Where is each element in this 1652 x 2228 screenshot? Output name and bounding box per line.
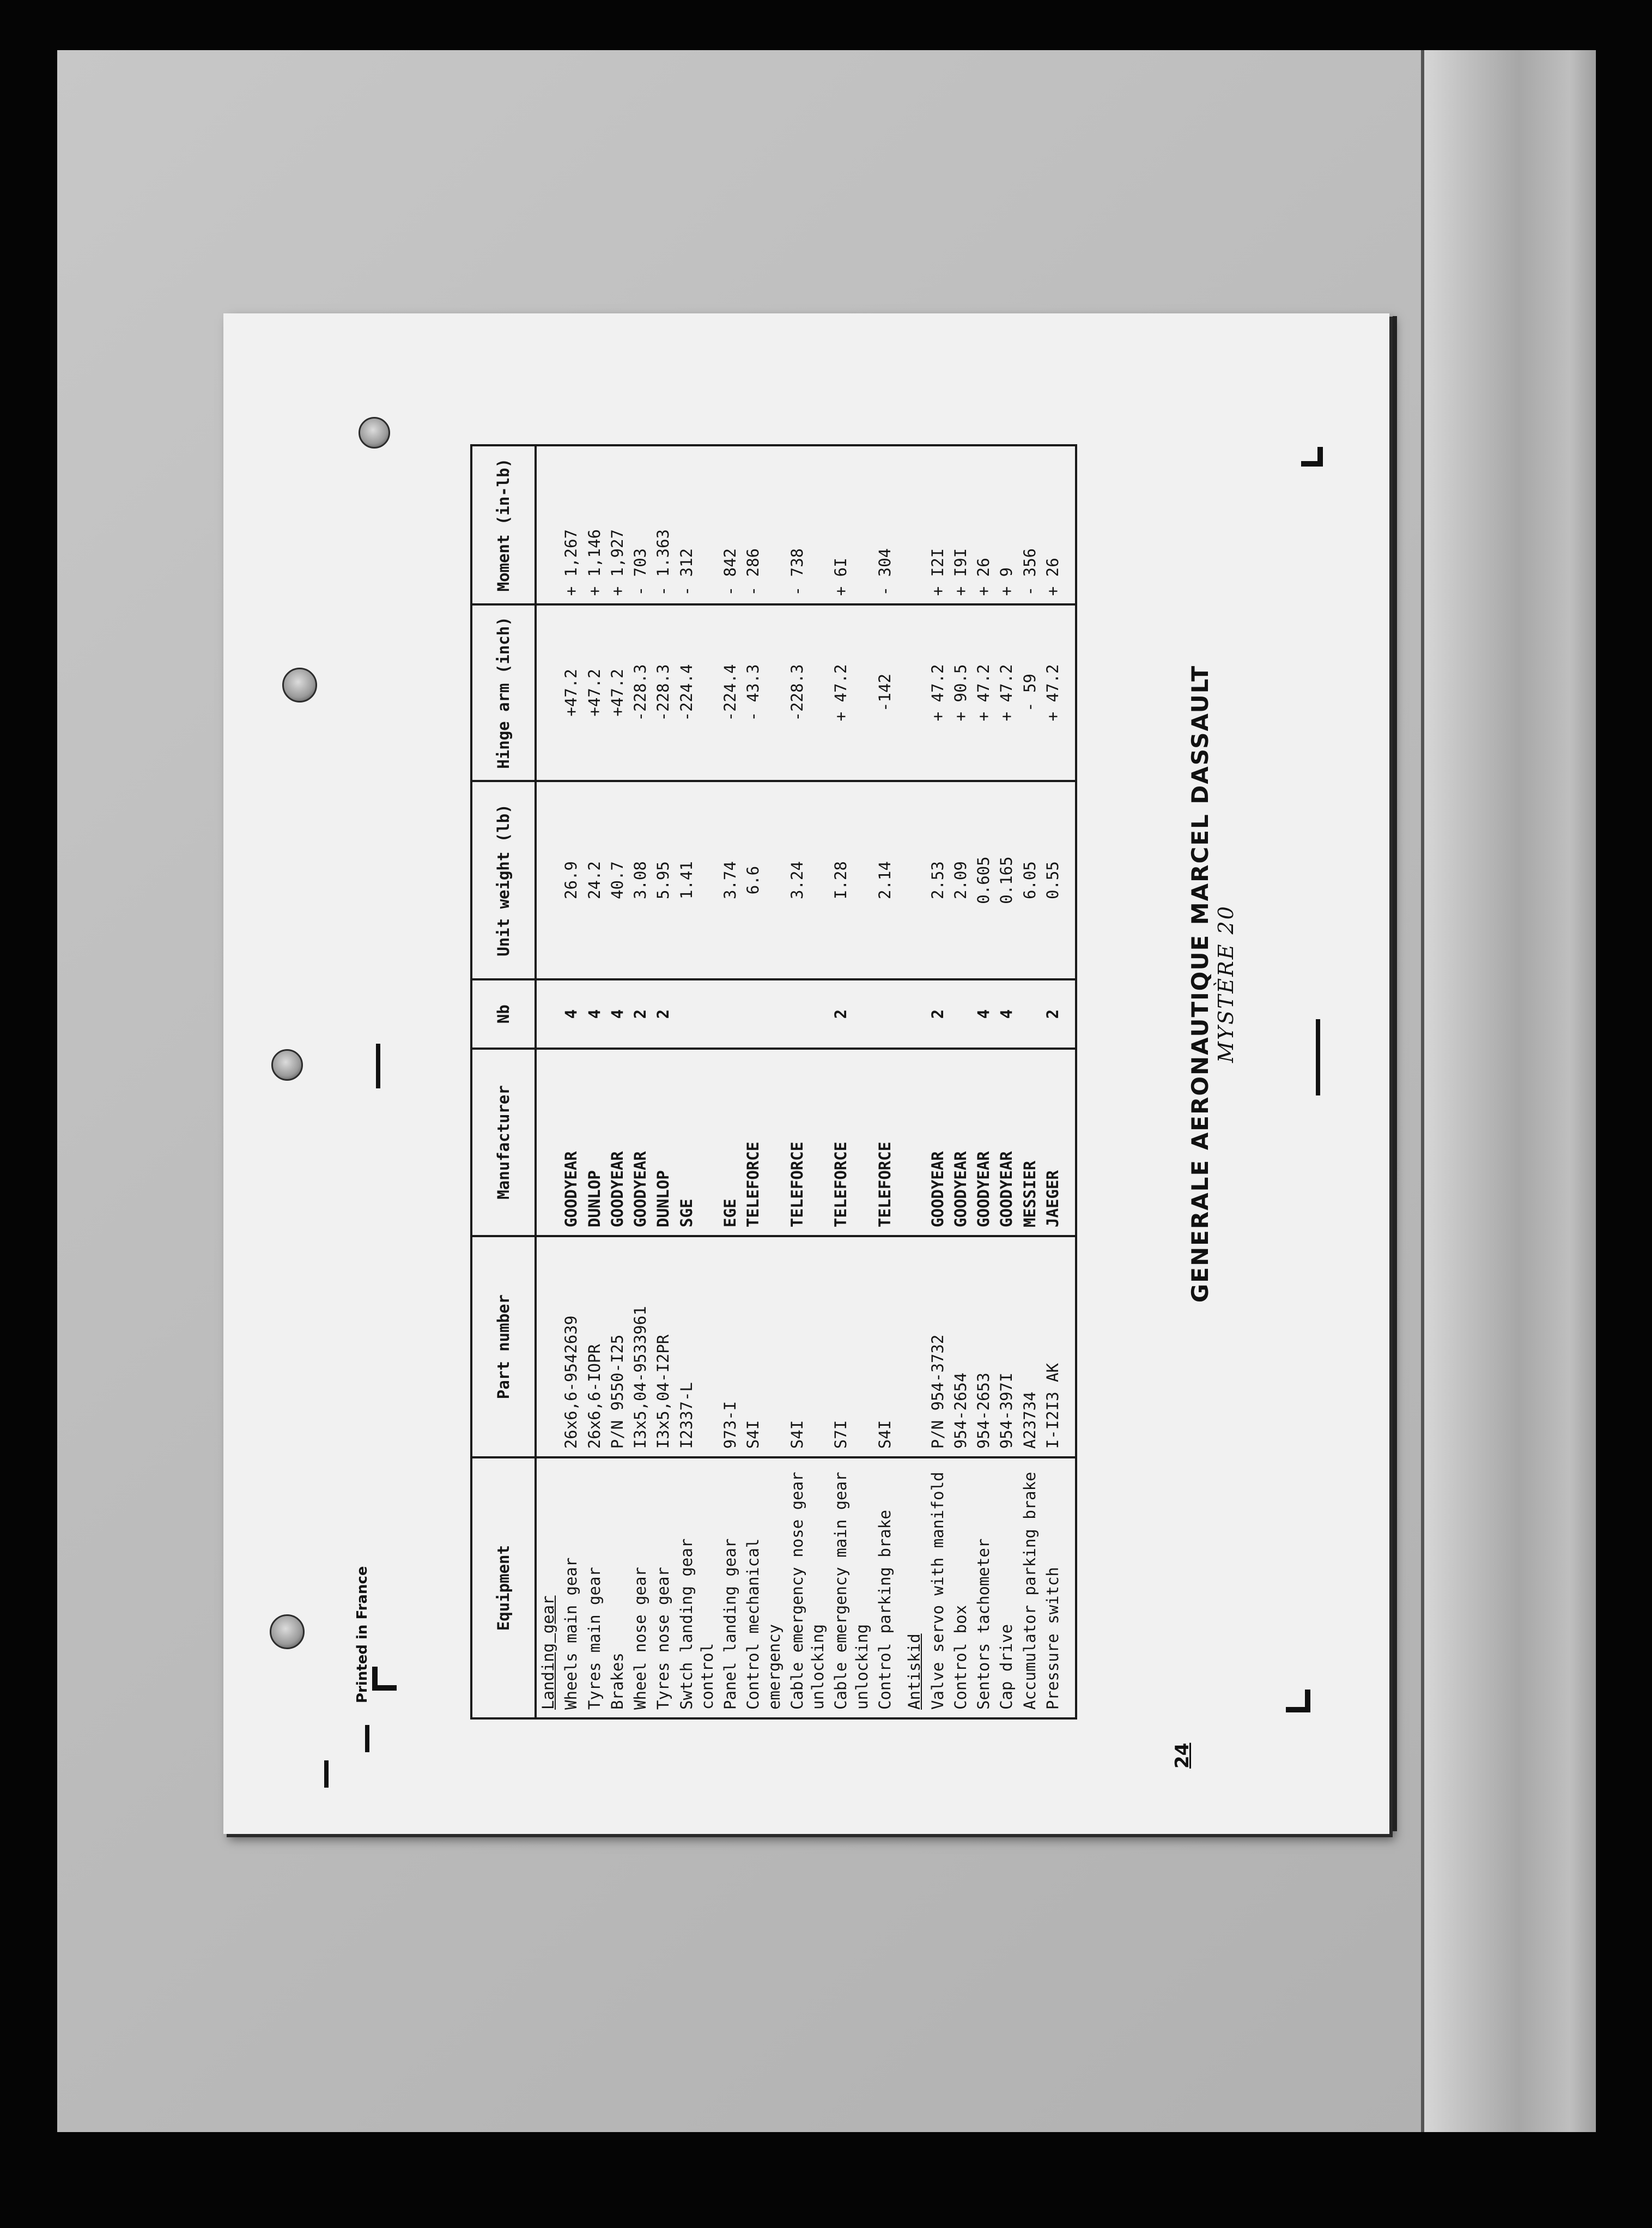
empty-cell: [536, 979, 560, 1048]
cell-nb: 4: [972, 979, 995, 1048]
table-row: [606, 445, 629, 1718]
cell-part-number: P/N 954-3732: [926, 1236, 949, 1457]
cell-moment: - 356: [1018, 445, 1041, 604]
table-row: [1018, 445, 1041, 1718]
table-row: [719, 445, 742, 1718]
empty-cell: [536, 604, 560, 780]
cell-manufacturer: GOODYEAR: [606, 1049, 629, 1236]
cell-part-number: I3x5,04-I2PR: [652, 1236, 675, 1457]
cell-unit-weight: 0.605: [972, 781, 995, 980]
spacer-cell: [896, 979, 903, 1048]
cell-nb: 4: [995, 979, 1018, 1048]
section-title-row: [536, 445, 560, 1718]
cell-unit-weight: 2.14: [873, 781, 896, 980]
empty-cell: [903, 781, 926, 980]
cell-part-number: 954-2653: [972, 1236, 995, 1457]
spacer-cell: [896, 604, 903, 780]
cell-nb: [1018, 979, 1041, 1048]
cell-equipment: Valve servo with manifold: [926, 1457, 949, 1718]
cell-hinge-arm: - 59: [1018, 604, 1041, 780]
cell-nb: [742, 979, 786, 1048]
col-header-nb: Nb: [471, 979, 536, 1048]
cell-part-number: P/N 9550-I25: [606, 1236, 629, 1457]
section-spacer: [896, 445, 903, 1718]
cell-equipment: Tyres nose gear: [652, 1457, 675, 1718]
cell-hinge-arm: +47.2: [606, 604, 629, 780]
table-row: [995, 445, 1018, 1718]
table-row: [560, 445, 582, 1718]
cell-hinge-arm: -224.4: [719, 604, 742, 780]
cell-equipment: Accumulator parking brake: [1018, 1457, 1041, 1718]
cell-unit-weight: 1.41: [675, 781, 719, 980]
cell-moment: + 1,267: [560, 445, 582, 604]
empty-cell: [903, 1049, 926, 1236]
cell-moment: - 703: [629, 445, 652, 604]
cell-part-number: 954-2654: [949, 1236, 972, 1457]
empty-cell: [536, 781, 560, 980]
cell-nb: 2: [629, 979, 652, 1048]
cell-part-number: I-I2I3 AK: [1041, 1236, 1076, 1457]
sheet-edge-shadow: [1393, 316, 1397, 1831]
table-row: [1041, 445, 1076, 1718]
cell-equipment: Wheel nose gear: [629, 1457, 652, 1718]
cell-hinge-arm: + 47.2: [829, 604, 873, 780]
section-title-row: [903, 445, 926, 1718]
empty-cell: [903, 979, 926, 1048]
cell-moment: + 1,927: [606, 445, 629, 604]
rotated-page-content: [343, 275, 1270, 1769]
table-row: [652, 445, 675, 1718]
cell-part-number: S4I: [873, 1236, 896, 1457]
col-header-manufacturer: Manufacturer: [471, 1049, 536, 1236]
table-row: [786, 445, 830, 1718]
cell-hinge-arm: -228.3: [629, 604, 652, 780]
table-body: [536, 445, 1076, 1718]
cell-nb: 2: [829, 979, 873, 1048]
cell-unit-weight: 24.2: [583, 781, 606, 980]
cell-unit-weight: 40.7: [606, 781, 629, 980]
cell-manufacturer: DUNLOP: [583, 1049, 606, 1236]
cell-manufacturer: EGE: [719, 1049, 742, 1236]
cell-nb: 4: [606, 979, 629, 1048]
cell-nb: 4: [583, 979, 606, 1048]
spacer-cell: [896, 1457, 903, 1718]
cell-unit-weight: 2.09: [949, 781, 972, 980]
cell-manufacturer: MESSIER: [1018, 1049, 1041, 1236]
cell-moment: + 9: [995, 445, 1018, 604]
cell-moment: - 304: [873, 445, 896, 604]
col-header-hinge-arm: Hinge arm (inch): [471, 604, 536, 780]
cell-part-number: 26x6,6-9542639: [560, 1236, 582, 1457]
cell-unit-weight: 6.6: [742, 781, 786, 980]
cell-hinge-arm: +47.2: [560, 604, 582, 780]
spacer-cell: [896, 781, 903, 980]
cell-part-number: S4I: [786, 1236, 830, 1457]
cell-equipment: Panel landing gear: [719, 1457, 742, 1718]
cell-moment: - 738: [786, 445, 830, 604]
cell-nb: [873, 979, 896, 1048]
cell-moment: - 286: [742, 445, 786, 604]
cell-nb: 2: [926, 979, 949, 1048]
cell-part-number: S7I: [829, 1236, 873, 1457]
cell-hinge-arm: -142: [873, 604, 896, 780]
cell-nb: 4: [560, 979, 582, 1048]
company-header: GENERALE AERONAUTIQUE MARCEL DASSAULT: [1187, 664, 1213, 1303]
cell-hinge-arm: - 43.3: [742, 604, 786, 780]
binder-hole-mid: [271, 1049, 303, 1081]
cell-unit-weight: 26.9: [560, 781, 582, 980]
cell-equipment: Cable emergency main gear unlocking: [829, 1457, 873, 1718]
cell-part-number: 26x6,6-IOPR: [583, 1236, 606, 1457]
cell-equipment: Swtch landing gear control: [675, 1457, 719, 1718]
cell-unit-weight: 5.95: [652, 781, 675, 980]
cell-part-number: A23734: [1018, 1236, 1041, 1457]
cell-manufacturer: GOODYEAR: [995, 1049, 1018, 1236]
col-header-unit-weight: Unit weight (lb): [471, 781, 536, 980]
cell-part-number: I2337-L: [675, 1236, 719, 1457]
empty-cell: [903, 445, 926, 604]
cell-part-number: 973-I: [719, 1236, 742, 1457]
cell-manufacturer: SGE: [675, 1049, 719, 1236]
table-row: [629, 445, 652, 1718]
cell-unit-weight: 3.08: [629, 781, 652, 980]
cell-equipment: Control mechanical emergency: [742, 1457, 786, 1718]
page-number: 24: [1171, 1742, 1193, 1769]
cell-hinge-arm: -224.4: [675, 604, 719, 780]
cell-manufacturer: GOODYEAR: [926, 1049, 949, 1236]
model-header: MYSTÈRE 20: [1214, 905, 1238, 1063]
table-row: [829, 445, 873, 1718]
cell-nb: [675, 979, 719, 1048]
cell-nb: 2: [652, 979, 675, 1048]
equipment-table: [470, 444, 1077, 1720]
empty-cell: [903, 1236, 926, 1457]
cell-equipment: Wheels main gear: [560, 1457, 582, 1718]
printed-in-label: Printed in France: [354, 1566, 371, 1703]
table-row: [949, 445, 972, 1718]
spacer-cell: [896, 445, 903, 604]
cell-equipment: Brakes: [606, 1457, 629, 1718]
cell-unit-weight: 2.53: [926, 781, 949, 980]
cell-moment: + I2I: [926, 445, 949, 604]
cell-manufacturer: JAEGER: [1041, 1049, 1076, 1236]
cell-manufacturer: GOODYEAR: [972, 1049, 995, 1236]
table-row: [972, 445, 995, 1718]
cell-manufacturer: TELEFORCE: [873, 1049, 896, 1236]
cell-hinge-arm: + 90.5: [949, 604, 972, 780]
cell-manufacturer: TELEFORCE: [829, 1049, 873, 1236]
table-header-row: [471, 445, 536, 1718]
cell-nb: [786, 979, 830, 1048]
cell-equipment: Sentors tachometer: [972, 1457, 995, 1718]
section-title: Antiskid: [903, 1457, 926, 1718]
fold-mark-right: [1316, 1019, 1320, 1095]
cell-hinge-arm: + 47.2: [972, 604, 995, 780]
table-row: [926, 445, 949, 1718]
empty-cell: [536, 445, 560, 604]
margin-tick-2: [324, 1760, 329, 1788]
cell-moment: + 1,146: [583, 445, 606, 604]
cell-nb: [719, 979, 742, 1048]
cell-nb: [949, 979, 972, 1048]
cell-equipment: Control box: [949, 1457, 972, 1718]
cell-moment: + I9I: [949, 445, 972, 604]
cell-unit-weight: 3.74: [719, 781, 742, 980]
cell-unit-weight: 0.165: [995, 781, 1018, 980]
cell-unit-weight: 0.55: [1041, 781, 1076, 980]
cell-moment: - 1.363: [652, 445, 675, 604]
col-header-moment: Moment (in-lb): [471, 445, 536, 604]
cell-hinge-arm: -228.3: [786, 604, 830, 780]
cell-hinge-arm: -228.3: [652, 604, 675, 780]
cell-moment: + 26: [972, 445, 995, 604]
film-edge-strip: [1421, 50, 1596, 2132]
cell-hinge-arm: + 47.2: [926, 604, 949, 780]
col-header-equipment: Equipment: [471, 1457, 536, 1718]
cell-part-number: S4I: [742, 1236, 786, 1457]
cell-equipment: Cap drive: [995, 1457, 1018, 1718]
cell-unit-weight: 3.24: [786, 781, 830, 980]
table-row: [675, 445, 719, 1718]
binder-hole-top: [282, 668, 317, 703]
cell-moment: - 312: [675, 445, 719, 604]
cell-equipment: Pressure switch: [1041, 1457, 1076, 1718]
cell-equipment: Tyres main gear: [583, 1457, 606, 1718]
cell-part-number: 954-397I: [995, 1236, 1018, 1457]
cell-manufacturer: GOODYEAR: [629, 1049, 652, 1236]
cell-equipment: Control parking brake: [873, 1457, 896, 1718]
binder-hole-bottom: [270, 1614, 305, 1649]
cell-hinge-arm: + 47.2: [995, 604, 1018, 780]
col-header-part-number: Part number: [471, 1236, 536, 1457]
corner-mark-bottom-right-arm: [1286, 1707, 1310, 1712]
cell-equipment: Cable emergency nose gear unlocking: [786, 1457, 830, 1718]
empty-cell: [903, 604, 926, 780]
section-title: Landing gear: [536, 1457, 560, 1718]
cell-nb: 2: [1041, 979, 1076, 1048]
cell-manufacturer: GOODYEAR: [560, 1049, 582, 1236]
cell-moment: + 26: [1041, 445, 1076, 604]
table-row: [873, 445, 896, 1718]
empty-cell: [536, 1236, 560, 1457]
cell-part-number: I3x5,04-9533961: [629, 1236, 652, 1457]
cell-manufacturer: TELEFORCE: [786, 1049, 830, 1236]
spacer-cell: [896, 1049, 903, 1236]
spacer-cell: [896, 1236, 903, 1457]
cell-unit-weight: 6.05: [1018, 781, 1041, 980]
empty-cell: [536, 1049, 560, 1236]
cell-moment: - 842: [719, 445, 742, 604]
cell-hinge-arm: + 47.2: [1041, 604, 1076, 780]
cell-unit-weight: I.28: [829, 781, 873, 980]
cell-moment: + 6I: [829, 445, 873, 604]
cell-manufacturer: GOODYEAR: [949, 1049, 972, 1236]
cell-manufacturer: TELEFORCE: [742, 1049, 786, 1236]
corner-mark-top-right-arm: [1301, 461, 1323, 467]
cell-hinge-arm: +47.2: [583, 604, 606, 780]
table-row: [742, 445, 786, 1718]
margin-tick-1: [365, 1725, 369, 1752]
cell-manufacturer: DUNLOP: [652, 1049, 675, 1236]
table-row: [583, 445, 606, 1718]
